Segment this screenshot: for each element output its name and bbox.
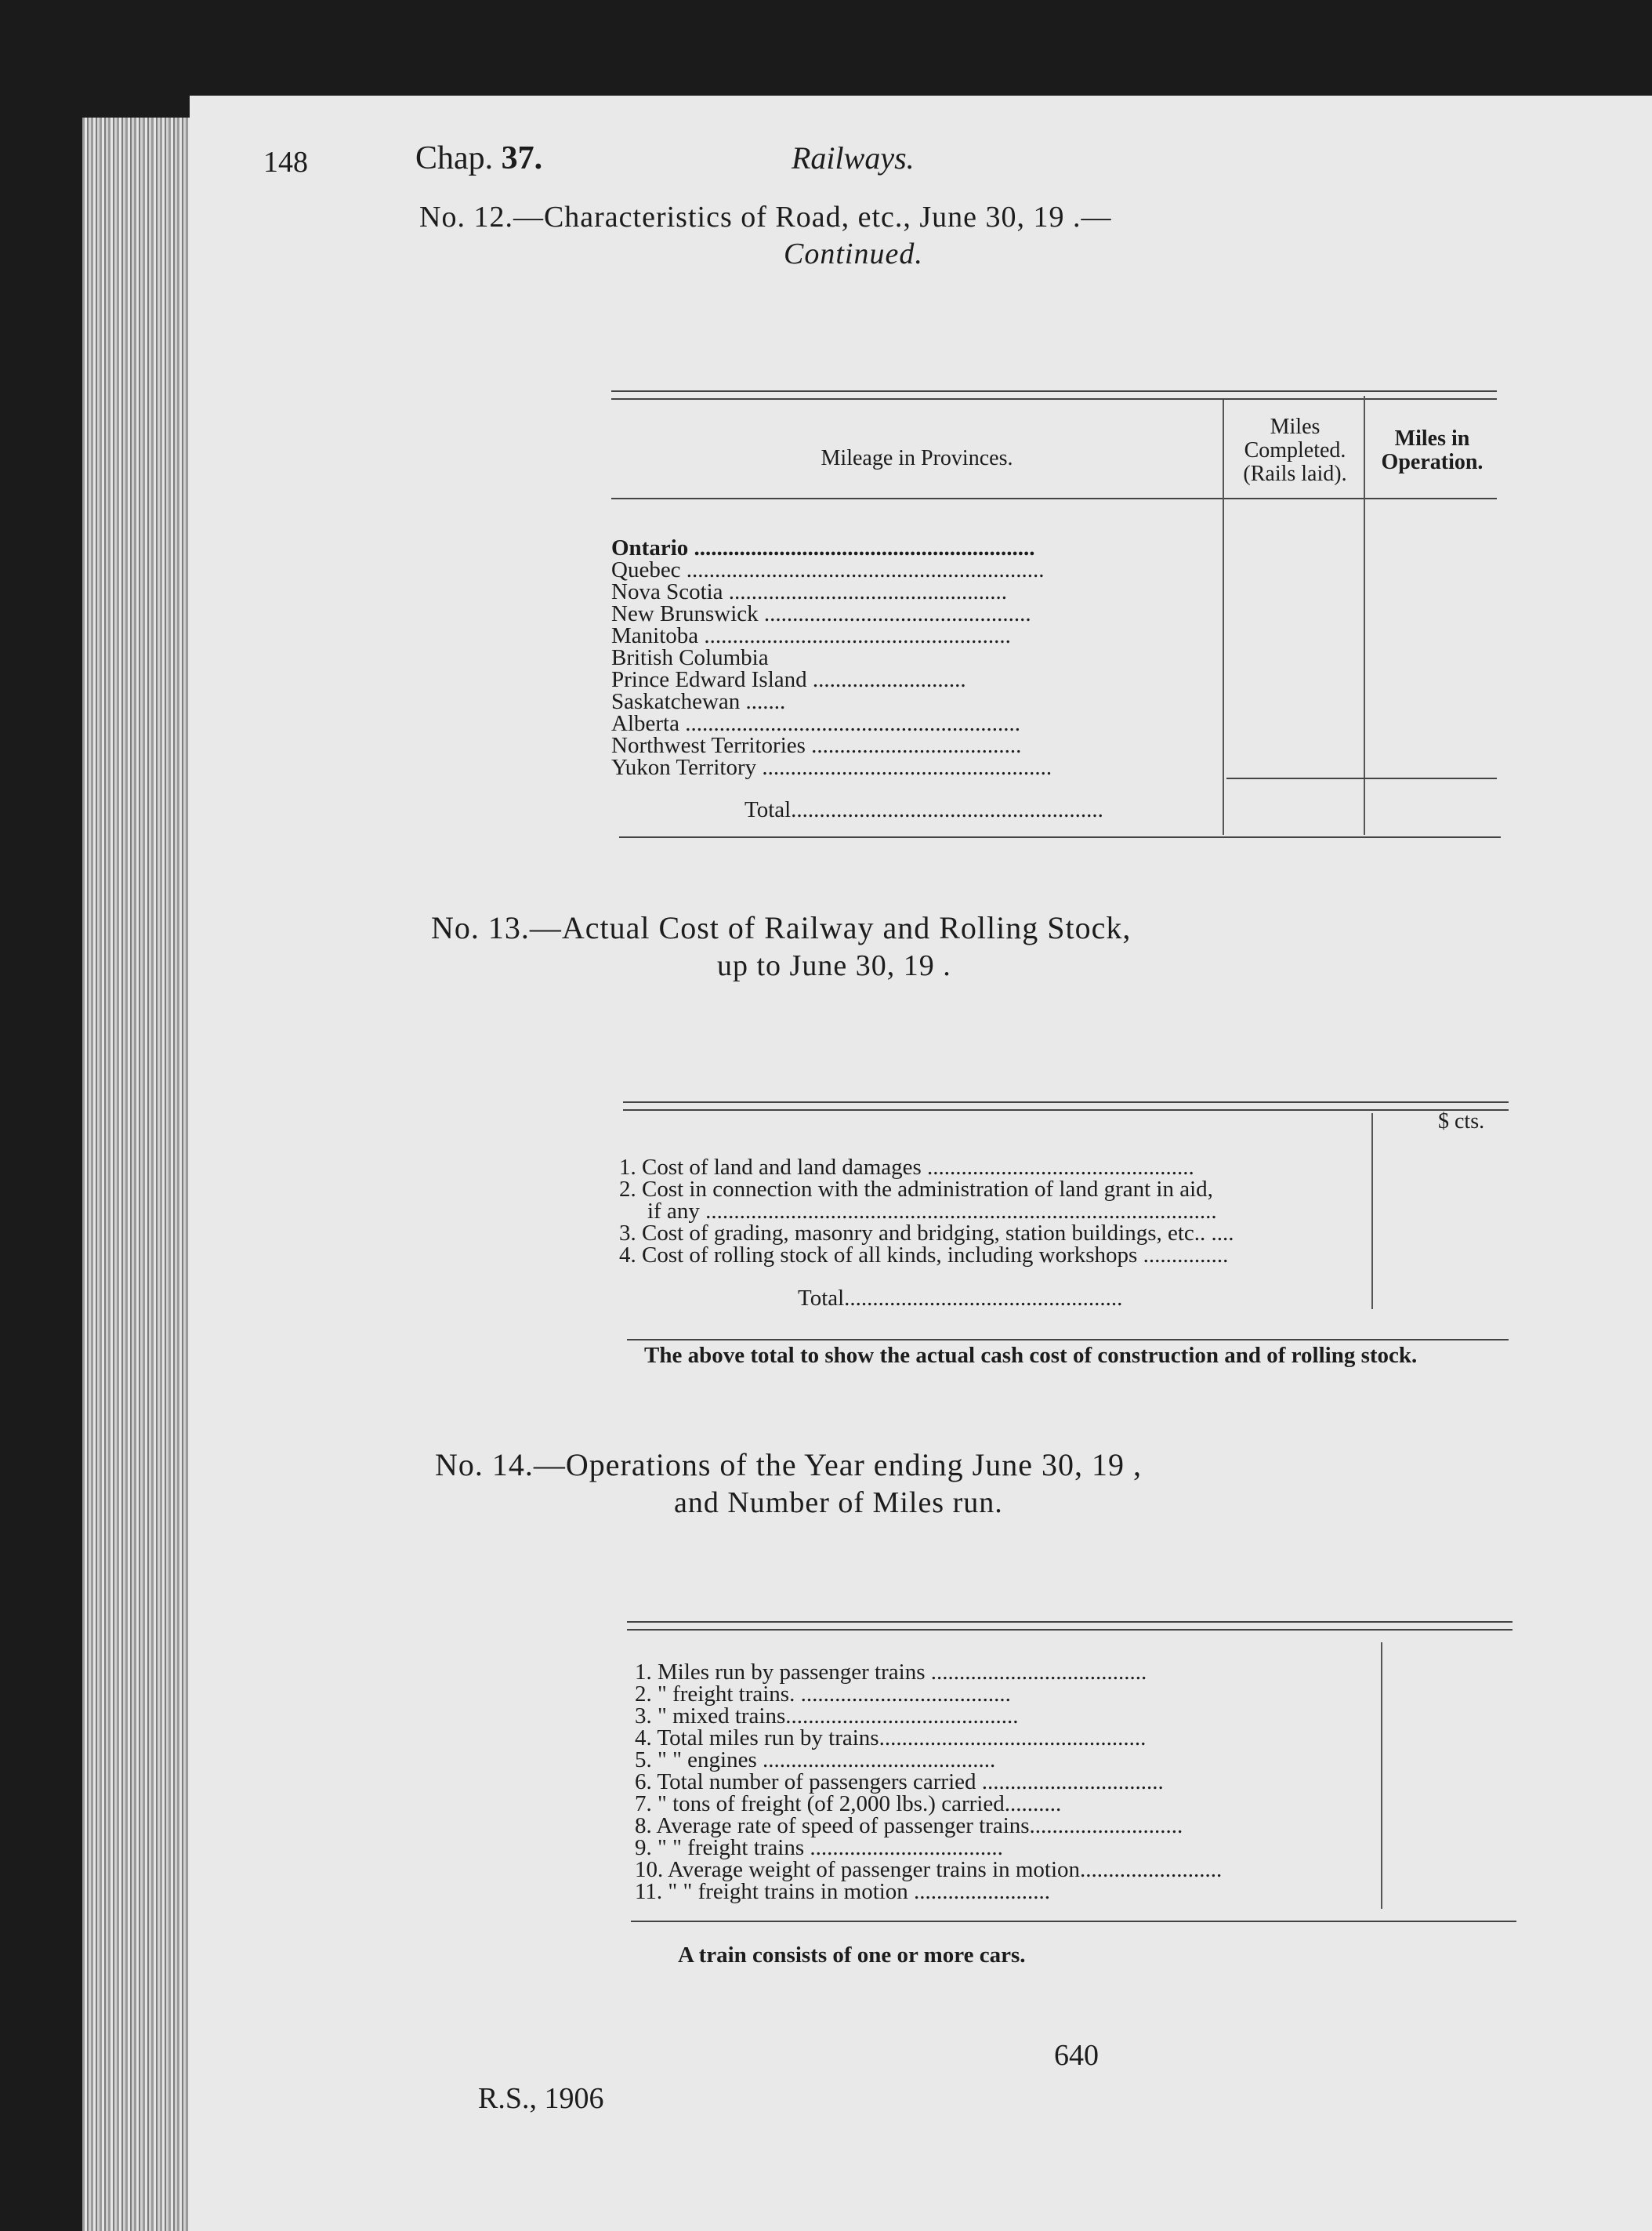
table12-divider-2 (1364, 396, 1365, 835)
chapter-heading (415, 140, 542, 177)
table12-row: Manitoba ...................................................... (611, 623, 1011, 648)
table14-row: 3. " mixed trains......................................... (635, 1703, 1019, 1729)
table13-total: Total................................................. (798, 1286, 1123, 1311)
table13-note: The above total to show the actual cash cost of construction and of rolling stock. (644, 1343, 1418, 1368)
table13-row: 2. Cost in connection with the administration of land grant in aid, (619, 1177, 1213, 1202)
chapter-label: Chap. (415, 140, 494, 176)
chapter-number: 37. (501, 140, 543, 176)
table14-row: 8. Average rate of speed of passenger trains........................... (635, 1813, 1183, 1838)
book-spine (82, 118, 192, 2231)
table14-row: 11. " " freight trains in motion ........................ (635, 1879, 1051, 1904)
table13-bottom-rule (627, 1339, 1509, 1340)
table14-note: A train consists of one or more cars. (678, 1943, 1026, 1968)
table13-row: 1. Cost of land and land damages ............................................... (619, 1155, 1194, 1180)
table13-divider (1371, 1113, 1373, 1309)
table12-col-operation: Miles in Operation. (1381, 426, 1484, 474)
table13-row: 4. Cost of rolling stock of all kinds, including workshops ............... (619, 1242, 1229, 1268)
page-number: 148 (263, 146, 308, 179)
table14-row: 2. " freight trains. ..................................... (635, 1681, 1011, 1707)
table12-title: No. 12.—Characteristics of Road, etc., June 30, 19 .— (419, 201, 1112, 234)
table14-title-line1: No. 14.—Operations of the Year ending June 30, 19 , (435, 1447, 1142, 1482)
table13-top-rule-2 (623, 1109, 1509, 1111)
table12-row: Nova Scotia ................................................. (611, 579, 1008, 604)
table13-title-line2: up to June 30, 19 . (717, 949, 951, 982)
table13-title-line1: No. 13.—Actual Cost of Railway and Rolling Stock, (431, 910, 1132, 945)
table14-row: 1. Miles run by passenger trains ...................................... (635, 1660, 1147, 1685)
table12-col-mileage: Mileage in Provinces. (821, 446, 1013, 470)
table12-row: Saskatchewan ....... (611, 689, 786, 714)
table12-continued: Continued. (784, 238, 923, 270)
table14-divider (1381, 1642, 1382, 1909)
running-title: Railways. (792, 140, 915, 176)
table12-bottom-rule (619, 836, 1501, 838)
table12-row: Alberta ........................................................... (611, 711, 1020, 736)
table12-subtotal-rule (1226, 778, 1497, 779)
table12-col-completed: Miles Completed. (Rails laid). (1243, 415, 1347, 486)
folio-number: 640 (1054, 2039, 1099, 2072)
table14-row: 9. " " freight trains .................................. (635, 1835, 1003, 1860)
table14-title-line2: and Number of Miles run. (674, 1486, 1003, 1519)
table12-row: Northwest Territories ..................................... (611, 733, 1022, 758)
table12-row: British Columbia (611, 645, 769, 670)
table12-divider-1 (1223, 400, 1224, 835)
table12-row: New Brunswick ............................................... (611, 601, 1031, 626)
table13-currency-label: $ cts. (1438, 1109, 1485, 1134)
imprint: R.S., 1906 (478, 2082, 604, 2115)
table13-row: 3. Cost of grading, masonry and bridging, station buildings, etc.. .... (619, 1221, 1234, 1246)
table13-top-rule (623, 1101, 1509, 1103)
table12-total: Total....................................................... (744, 797, 1103, 822)
table12-row: Prince Edward Island ........................... (611, 667, 966, 692)
table13-row: if any .......................................................................................... (647, 1199, 1217, 1224)
table12-top-rule (611, 390, 1497, 392)
table14-row: 10. Average weight of passenger trains in motion......................... (635, 1857, 1223, 1882)
table12-row: Yukon Territory ................................................... (611, 755, 1052, 780)
table14-row: 5. " " engines ......................................... (635, 1747, 996, 1772)
table14-row: 6. Total number of passengers carried ................................ (635, 1769, 1164, 1794)
table14-top-rule (627, 1621, 1513, 1623)
table12-row: Quebec ............................................................... (611, 557, 1045, 582)
table14-row: 4. Total miles run by trains............................................... (635, 1725, 1147, 1750)
table14-row: 7. " tons of freight (of 2,000 lbs.) carried.......... (635, 1791, 1062, 1816)
table14-top-rule-2 (627, 1629, 1513, 1631)
table14-bottom-rule (631, 1921, 1516, 1922)
table12-row: Ontario ............................................................ (611, 535, 1035, 560)
